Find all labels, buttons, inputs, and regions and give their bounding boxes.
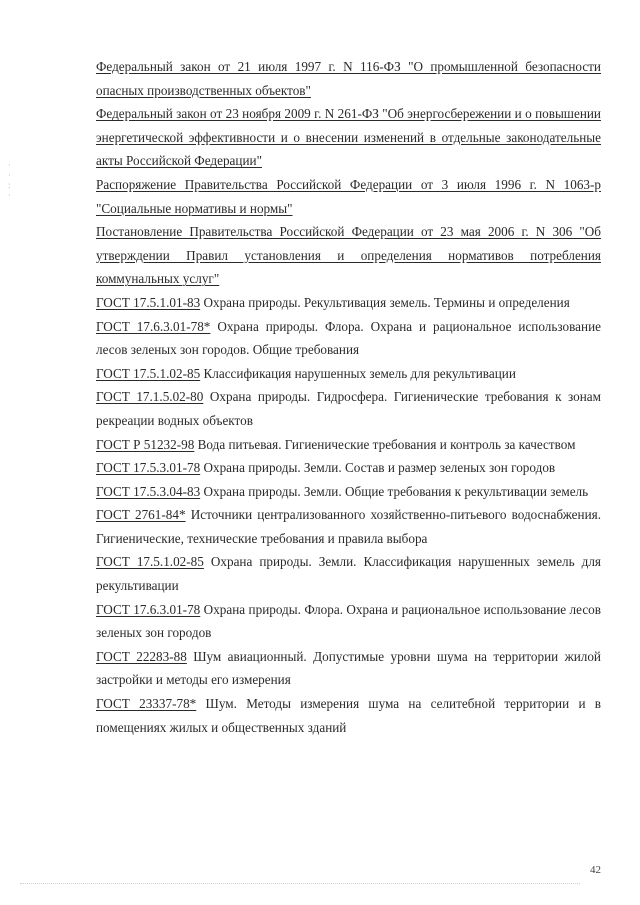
standard-title: Вода питьевая. Гигиенические требования и контроль за качеством bbox=[194, 436, 576, 452]
standard-code-link[interactable]: ГОСТ 17.5.1.01-83 bbox=[96, 294, 201, 310]
scan-bottom-artifact bbox=[20, 882, 580, 884]
reference-item bbox=[96, 385, 601, 432]
reference-item[interactable] bbox=[96, 55, 601, 102]
reference-item bbox=[96, 598, 601, 645]
standard-title: Охрана природы. Земли. Общие требования к рекультивации земель bbox=[200, 483, 589, 499]
standard-title: Охрана природы. Флора. Охрана и рациональное использование лесов зеленых зон городов. Общие требования bbox=[96, 318, 601, 358]
standard-code-link[interactable]: ГОСТ 17.5.3.04-83 bbox=[96, 483, 201, 499]
standard-title: Классификация нарушенных земель для рекультивации bbox=[200, 365, 516, 381]
reference-item[interactable] bbox=[96, 102, 601, 173]
reference-item bbox=[96, 645, 601, 692]
standard-code-link[interactable]: ГОСТ 22283-88 bbox=[96, 648, 187, 664]
standard-title: Охрана природы. Гидросфера. Гигиенические требования к зонам рекреации водных объектов bbox=[96, 389, 601, 428]
reference-link[interactable]: Федеральный закон от 23 ноября 2009 г. N 261-ФЗ "Об энергосбережении и о повышении энергетической эффективности и о внесении изменений в отдельные законодательные акты Российской Федерации" bbox=[96, 106, 601, 169]
standard-code-link[interactable]: ГОСТ 17.6.3.01-78 bbox=[96, 601, 201, 617]
standard-title: Шум авиационный. Допустимые уровни шума на территории жилой застройки и методы его измерения bbox=[96, 648, 601, 688]
reference-item bbox=[96, 480, 601, 504]
standard-code-link[interactable]: ГОСТ 17.6.3.01-78* bbox=[96, 318, 211, 334]
reference-item bbox=[96, 456, 601, 480]
reference-list bbox=[96, 55, 601, 739]
standard-code-link[interactable]: ГОСТ 17.1.5.02-80 bbox=[96, 389, 204, 405]
standard-title: Охрана природы. Флора. Охрана и рациональное использование лесов зеленых зон городов bbox=[96, 601, 601, 641]
scan-margin-marks: · · : · bbox=[8, 160, 11, 200]
standard-title: Охрана природы. Земли. Состав и размер зеленых зон городов bbox=[200, 460, 556, 476]
standard-title: Охрана природы. Земли. Классификация нарушенных земель для рекультивации bbox=[96, 554, 601, 594]
reference-item[interactable] bbox=[96, 220, 601, 291]
page-number: 42 bbox=[590, 864, 601, 876]
reference-link[interactable]: Постановление Правительства Российской Федерации от 23 мая 2006 г. N 306 "Об утверждении Правил установления и определения нормативов потребления коммунальных услуг" bbox=[96, 224, 601, 287]
reference-item bbox=[96, 433, 601, 457]
standard-code-link[interactable]: ГОСТ 17.5.3.01-78 bbox=[96, 460, 201, 476]
reference-item bbox=[96, 692, 601, 739]
standard-code-link[interactable]: ГОСТ 23337-78* bbox=[96, 696, 197, 712]
reference-item[interactable] bbox=[96, 173, 601, 220]
standard-code-link[interactable]: ГОСТ 17.5.1.02-85 bbox=[96, 554, 204, 570]
standard-title: Шум. Методы измерения шума на селитебной территории и в помещениях жилых и общественных зданий bbox=[96, 696, 602, 735]
reference-item bbox=[96, 503, 601, 550]
standard-title: Охрана природы. Рекультивация земель. Термины и определения bbox=[200, 294, 570, 310]
reference-item bbox=[96, 315, 601, 362]
standard-code-link[interactable]: ГОСТ 2761-84* bbox=[96, 507, 186, 523]
standard-code-link[interactable]: ГОСТ Р 51232-98 bbox=[96, 436, 195, 452]
reference-link[interactable]: Федеральный закон от 21 июля 1997 г. N 116-ФЗ "О промышленной безопасности опасных производственных объектов" bbox=[96, 59, 601, 98]
reference-item bbox=[96, 550, 601, 597]
standard-code-link[interactable]: ГОСТ 17.5.1.02-85 bbox=[96, 365, 201, 381]
reference-link[interactable]: Распоряжение Правительства Российской Федерации от 3 июля 1996 г. N 1063-р "Социальные нормативы и нормы" bbox=[96, 176, 601, 216]
reference-item bbox=[96, 291, 601, 315]
standard-title: Источники централизованного хозяйственно-питьевого водоснабжения. Гигиенические, технические требования и правила выбора bbox=[96, 507, 601, 546]
reference-item bbox=[96, 362, 601, 386]
